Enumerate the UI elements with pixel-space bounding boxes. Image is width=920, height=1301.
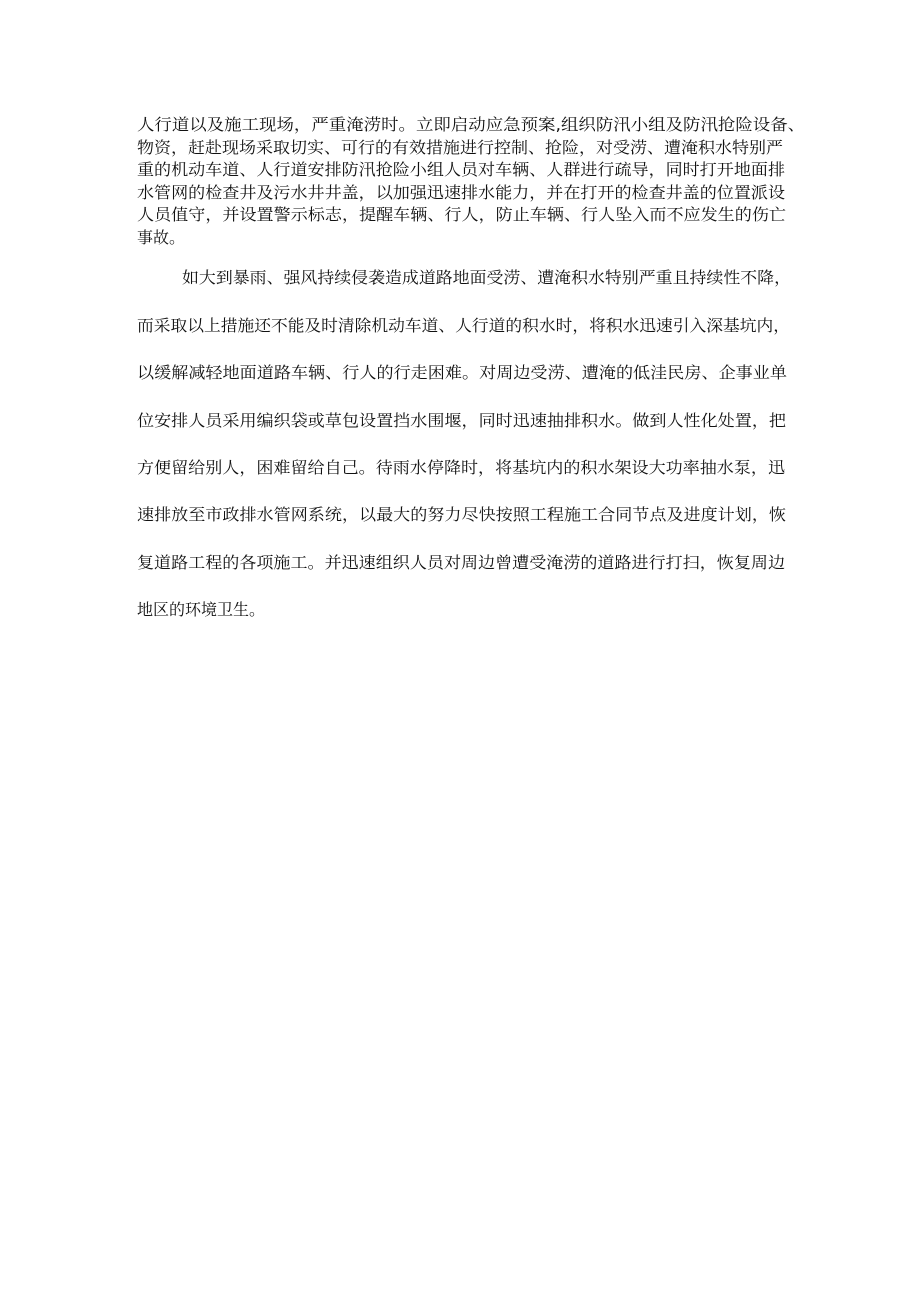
paragraph-1-line-4: 水管网的检查井及污水井井盖，以加强迅速排水能力，并在打开的检查井盖的位置派设 [137, 183, 786, 202]
paragraph-2-line-8: 地区的环境卫生。 [137, 600, 266, 619]
paragraph-2-line-1: 如大到暴雨、强风持续侵袭造成道路地面受涝、遭淹积水特别严重且持续性不降， [182, 268, 792, 287]
paragraph-2-line-6: 速排放至市政排水管网系统，以最大的努力尽快按照工程施工合同节点及进度计划，恢 [137, 505, 787, 524]
paragraph-2-line-7: 复道路工程的各项施工。并迅速组织人员对周边曾遭受淹涝的道路进行打扫，恢复周边 [137, 553, 786, 572]
paragraph-1-line-5: 人员值守，并设置警示标志，提醒车辆、行人，防止车辆、行人坠入而不应发生的伤亡 [137, 205, 787, 224]
paragraph-2-line-2: 而采取以上措施还不能及时清除机动车道、人行道的积水时，将积水迅速引入深基坑内， [137, 316, 791, 335]
paragraph-1-line-1: 人行道以及施工现场，严重淹涝时。立即启动应急预案,组织防汛小组及防汛抢险设备、 [137, 115, 806, 134]
paragraph-1-line-3: 重的机动车道、人行道安排防汛抢险小组人员对车辆、人群进行疏导，同时打开地面排 [137, 160, 786, 179]
paragraph-2-line-3: 以缓解减轻地面道路车辆、行人的行走困难。对周边受涝、遭淹的低洼民房、企事业单 [137, 363, 788, 382]
paragraph-2-line-5: 方便留给别人，困难留给自己。待雨水停降时，将基坑内的积水架设大功率抽水泵，迅 [137, 458, 786, 477]
paragraph-1-line-6: 事故。 [137, 228, 186, 247]
paragraph-2-line-4: 位安排人员采用编织袋或草包设置挡水围堰，同时迅速抽排积水。做到人性化处置，把 [137, 411, 787, 430]
paragraph-1-line-2: 物资，赶赴现场采取切实、可行的有效措施进行控制、抢险，对受涝、遭淹积水特别严 [137, 138, 784, 157]
